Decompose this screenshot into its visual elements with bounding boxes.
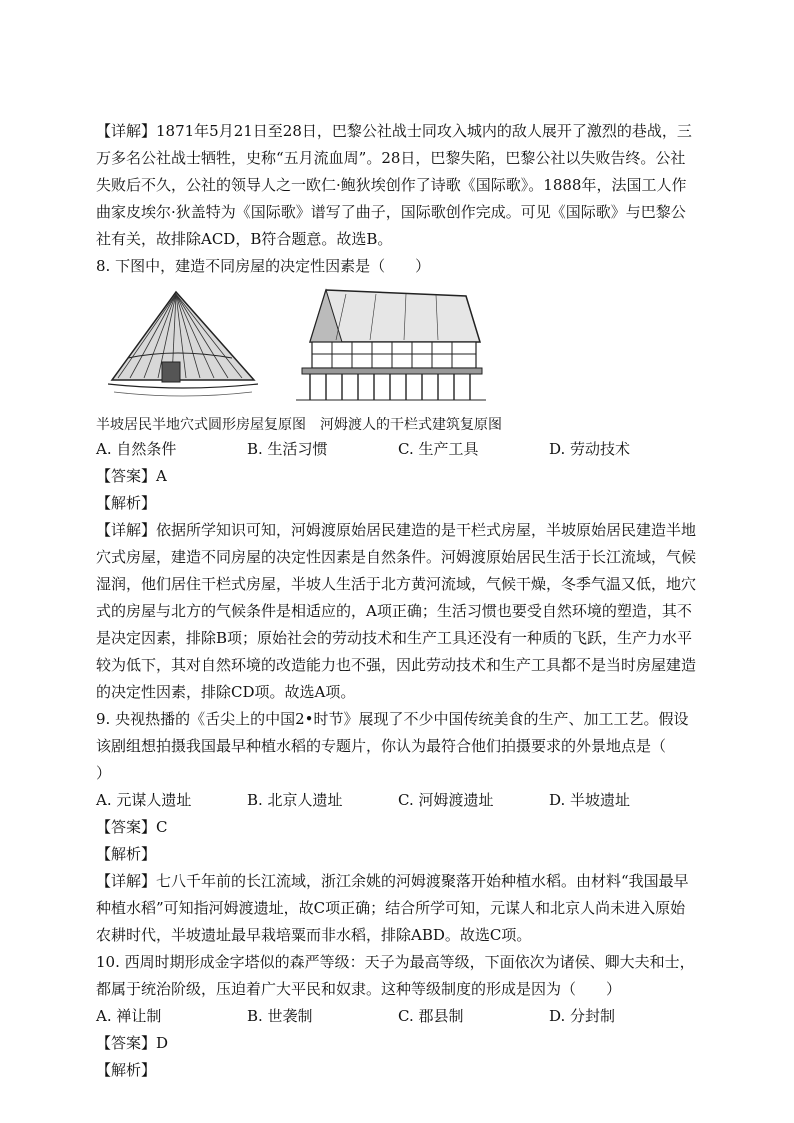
q8-option-b: B. 生活习惯 <box>247 440 328 458</box>
q9-answer: 【答案】C <box>96 818 168 836</box>
q10-option-b: B. 世袭制 <box>247 1007 313 1025</box>
q10-option-c: C. 郡县制 <box>398 1007 464 1025</box>
q8-figures <box>96 282 700 414</box>
banpo-round-house-image <box>108 288 258 406</box>
q9-stem: 9. 央视热播的《舌尖上的中国2•时节》展现了不少中国传统美食的生产、加工工艺。假设该剧组想拍摄我国最早种植水稻的专题片，你认为最符合他们拍摄要求的外景地点是（ ） <box>96 710 697 782</box>
q8-option-a: A. 自然条件 <box>96 440 177 458</box>
q7-detail: 【详解】1871年5月21日至28日，巴黎公社战士同攻入城内的敌人展开了激烈的巷战，三万多名公社战士牺牲，史称“五月流血周”。28日，巴黎失陷，巴黎公社以失败告终。公社失败后不久，公社的领导人之一欧仁·鲍狄埃创作了诗歌《国际歌》。1888年，法国工人作曲家皮埃尔·狄盖特为《国际歌》谱写了曲子，国际歌创作完成。可见《国际歌》与巴黎公社有关，故排除ACD，B符合题意。故选B。 <box>96 122 692 248</box>
q8-option-c: C. 生产工具 <box>398 440 479 458</box>
q10-options <box>96 1003 700 1030</box>
q10-answer: 【答案】D <box>96 1034 169 1052</box>
q9-analysis-label: 【解析】 <box>96 845 157 863</box>
q9-detail: 【详解】七八千年前的长江流域，浙江余姚的河姆渡聚落开始种植水稻。由材料“我国最早种植水稻”可知指河姆渡遗址，故C项正确；结合所学可知，元谋人和北京人尚未进入原始农耕时代，半坡遗址最早栽培粟而非水稻，排除ABD。故选C项。 <box>96 872 689 944</box>
q10-stem: 10. 西周时期形成金字塔似的森严等级：天子为最高等级，下面依次为诸侯、卿大夫和士，都属于统治阶级，压迫着广大平民和奴隶。这种等级制度的形成是因为（ ） <box>96 953 695 998</box>
hemudu-stilt-house-image <box>296 288 486 406</box>
q10-option-a: A. 禅让制 <box>96 1007 162 1025</box>
q10-option-d: D. 分封制 <box>549 1007 616 1025</box>
q9-option-d: D. 半坡遗址 <box>549 791 631 809</box>
q8-stem: 8. 下图中，建造不同房屋的决定性因素是（ ） <box>96 257 431 275</box>
q8-analysis-label: 【解析】 <box>96 494 157 512</box>
q9-option-c: C. 河姆渡遗址 <box>398 791 494 809</box>
q8-option-d: D. 劳动技术 <box>549 440 631 458</box>
q9-option-b: B. 北京人遗址 <box>247 791 343 809</box>
q8-answer: 【答案】A <box>96 467 167 485</box>
q10-analysis-label: 【解析】 <box>96 1061 157 1079</box>
q8-options <box>96 436 700 463</box>
q8-figure-caption: 半坡居民半地穴式圆形房屋复原图 河姆渡人的干栏式建筑复原图 <box>96 417 502 433</box>
q9-options <box>96 787 700 814</box>
document-page <box>96 118 700 1084</box>
q9-option-a: A. 元谋人遗址 <box>96 791 192 809</box>
q8-detail: 【详解】依据所学知识可知，河姆渡原始居民建造的是干栏式房屋，半坡原始居民建造半地穴式房屋，建造不同房屋的决定性因素是自然条件。河姆渡原始居民生活于长江流域，气候湿润，他们居住干栏式房屋，半坡人生活于北方黄河流域，气候干燥，冬季气温又低，地穴式的房屋与北方的气候条件是相适应的，A项正确；生活习惯也要受自然环境的塑造，其不是决定因素，排除B项；原始社会的劳动技术和生产工具还没有一种质的飞跃，生产力水平较为低下，其对自然环境的改造能力也不强，因此劳动技术和生产工具都不是当时房屋建造的决定性因素，排除CD项。故选A项。 <box>96 521 697 701</box>
